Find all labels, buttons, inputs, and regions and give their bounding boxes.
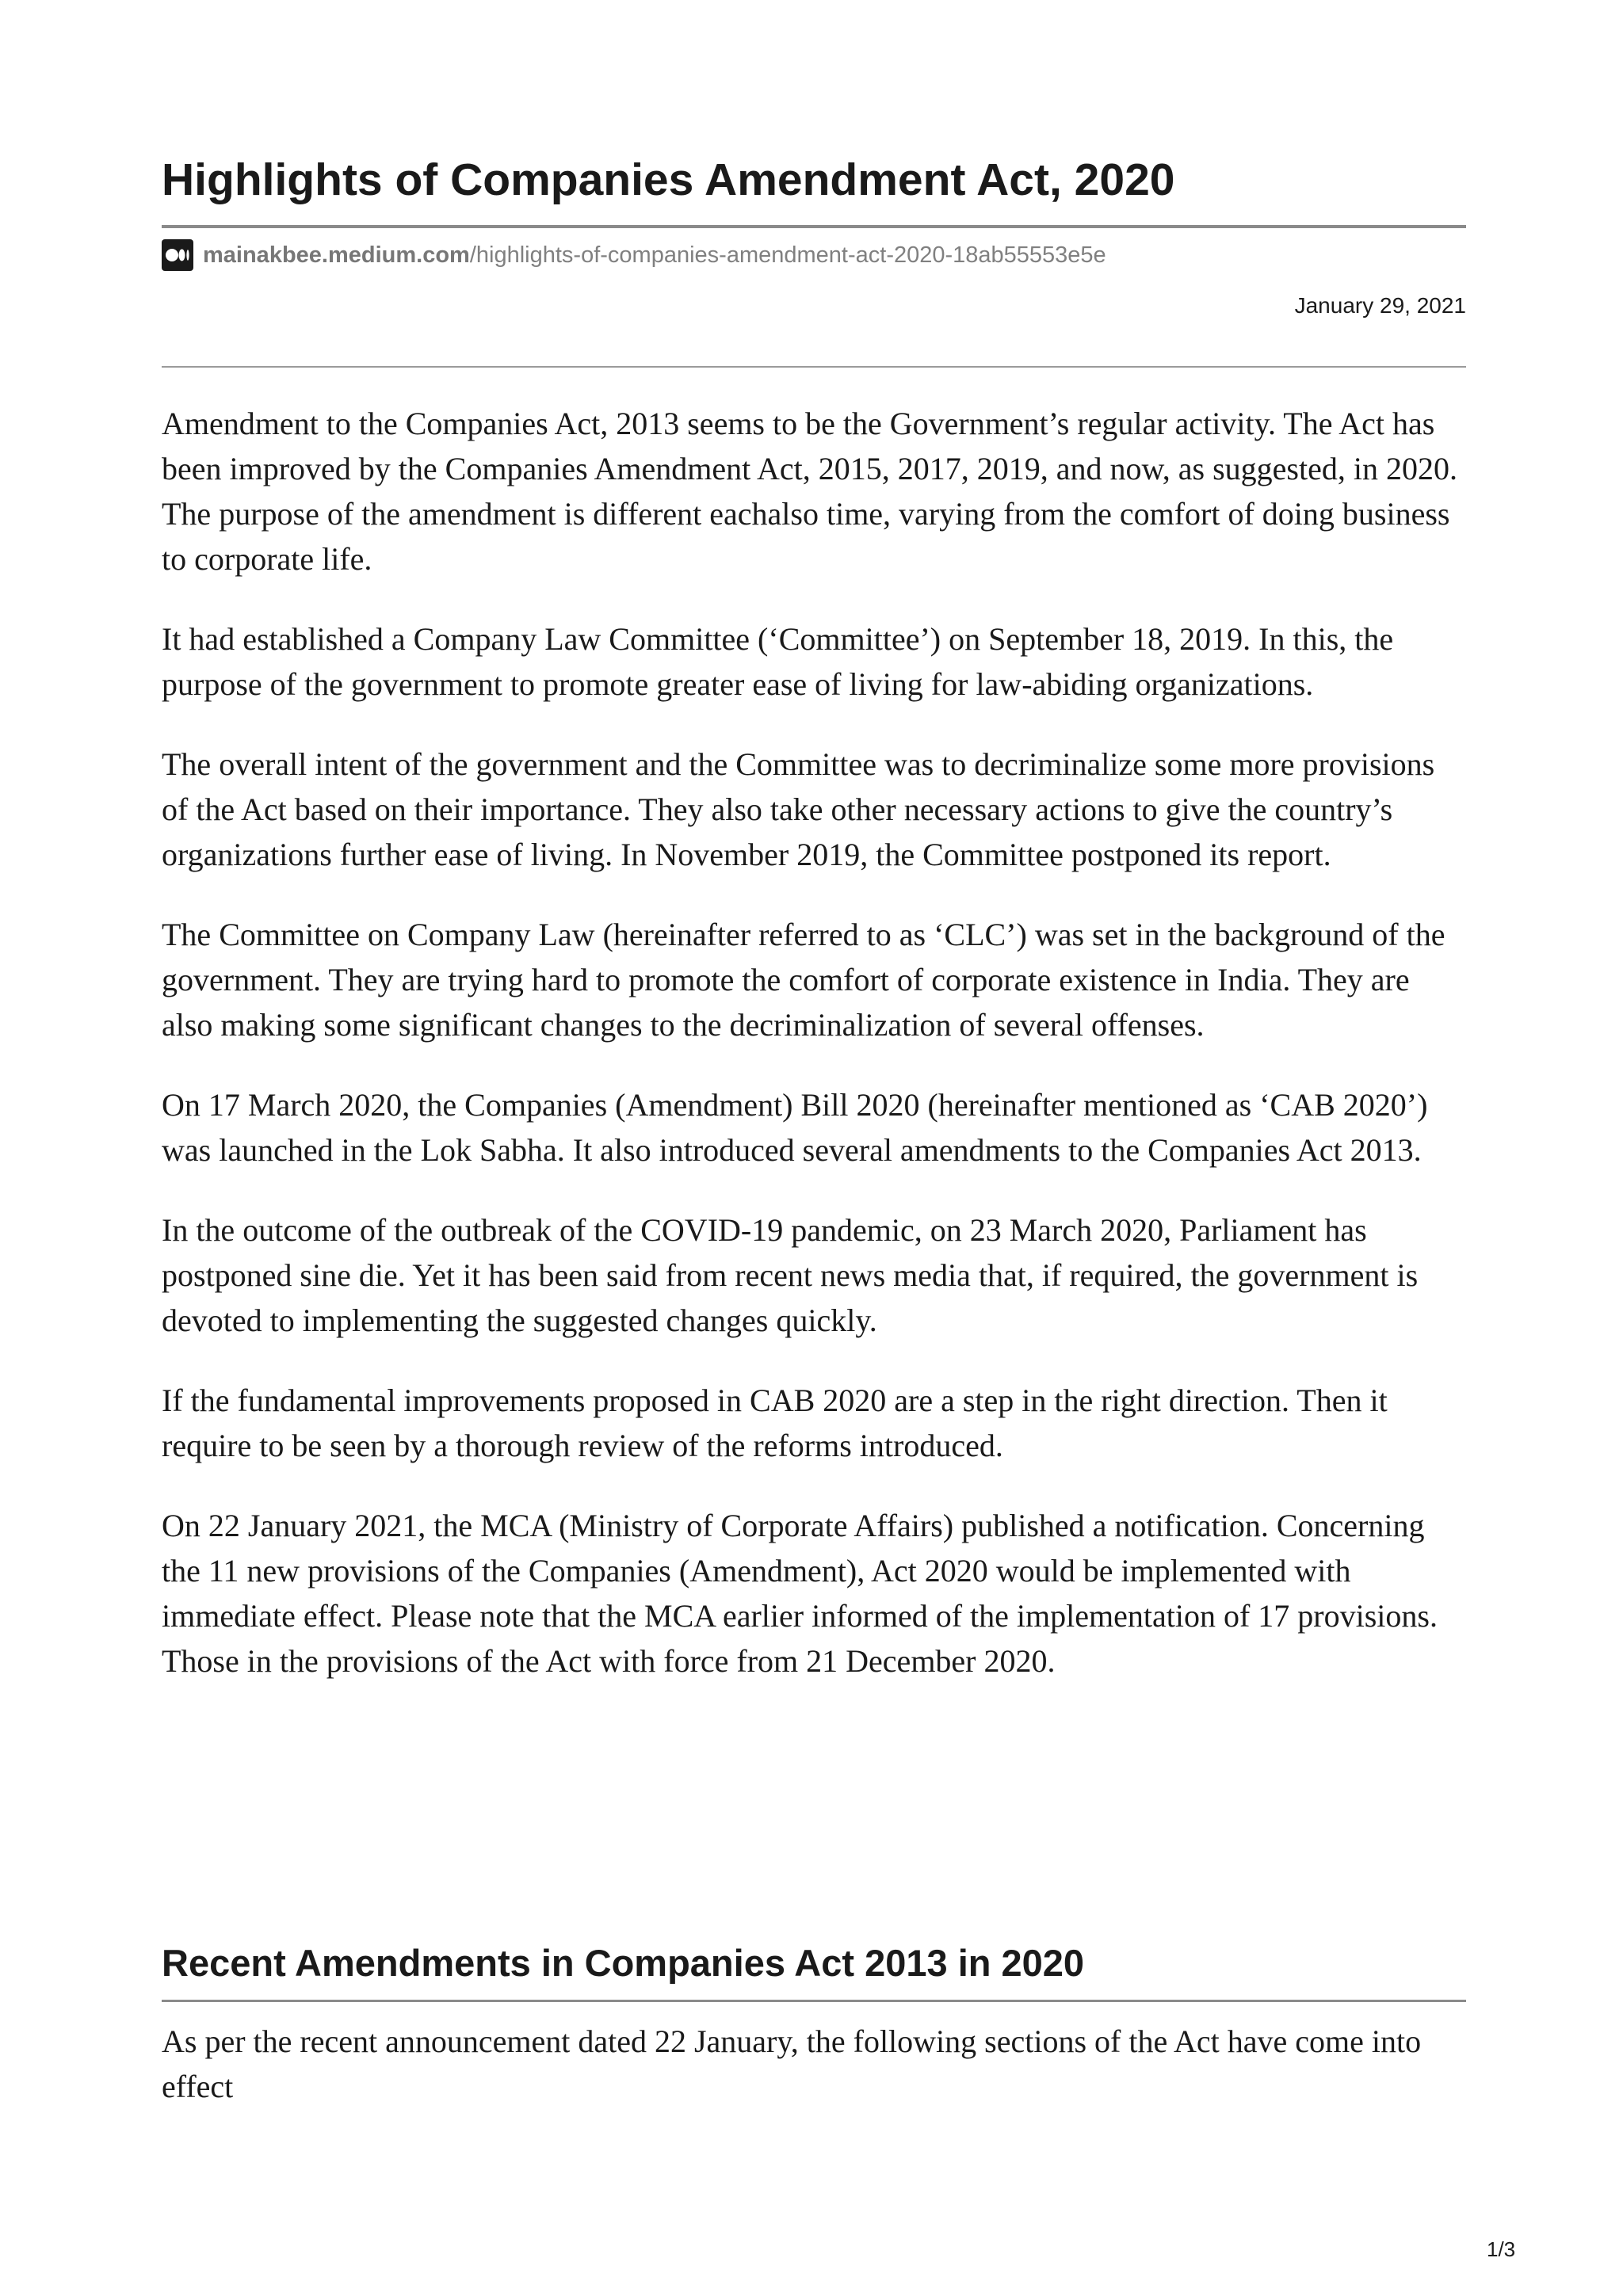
article-title: Highlights of Companies Amendment Act, 2020 xyxy=(162,154,1175,205)
source-link[interactable] xyxy=(162,239,1106,271)
paragraph: If the fundamental improvements proposed in CAB 2020 are a step in the right direction. Then it require to be seen by a thorough review of the reforms introduced. xyxy=(162,1383,1388,1463)
paragraph: The Committee on Company Law (hereinafter referred to as ‘CLC’) was set in the background of the government. They are trying hard to promote the comfort of corporate existence in India. They are also making some significant changes to the decriminalization of several offenses. xyxy=(162,917,1445,1043)
section-heading: Recent Amendments in Companies Act 2013 in 2020 xyxy=(162,1942,1085,1984)
medium-icon xyxy=(162,239,193,271)
title-divider xyxy=(162,225,1466,228)
publish-date: January 29, 2021 xyxy=(1294,293,1466,318)
source-domain: mainakbee.medium.com xyxy=(203,242,470,268)
paragraph: The overall intent of the government and the Committee was to decriminalize some more provisions of the Act based on their importance. They also take other necessary actions to give the country’s organizations further ease of living. In November 2019, the Committee postponed its report. xyxy=(162,746,1435,872)
section-divider xyxy=(162,2000,1466,2002)
paragraph: Amendment to the Companies Act, 2013 seems to be the Government’s regular activity. The Act has been improved by the Companies Amendment Act, 2015, 2017, 2019, and now, as suggested, in 2020. The purpose of the amendment is different eachalso time, varying from the comfort of doing business to corporate life. xyxy=(162,406,1457,577)
paragraph: In the outcome of the outbreak of the COVID-19 pandemic, on 23 March 2020, Parliament has postponed sine die. Yet it has been said from recent news media that, if required, the government is devoted to implementing the suggested changes quickly. xyxy=(162,1212,1419,1338)
source-path: /highlights-of-companies-amendment-act-2020-18ab55553e5e xyxy=(469,242,1106,268)
header-divider xyxy=(162,366,1466,368)
section-paragraph: As per the recent announcement dated 22 January, the following sections of the Act have come into effect xyxy=(162,2023,1422,2104)
article-body xyxy=(162,401,1466,1718)
paragraph: On 17 March 2020, the Companies (Amendment) Bill 2020 (hereinafter mentioned as ‘CAB 2020’) was launched in the Lok Sabha. It also introduced several amendments to the Companies Act 2013. xyxy=(162,1087,1428,1168)
page-number: 1/3 xyxy=(1487,2237,1516,2261)
paragraph: It had established a Company Law Committee (‘Committee’) on September 18, 2019. In this, the purpose of the government to promote greater ease of living for law-abiding organizations. xyxy=(162,621,1394,702)
paragraph: On 22 January 2021, the MCA (Ministry of Corporate Affairs) published a notification. Concerning the 11 new provisions of the Companies (Amendment), Act 2020 would be implemented with immediate effect. Please note that the MCA earlier informed of the implementation of 17 provisions. Those in the provisions of the Act with force from 21 December 2020. xyxy=(162,1508,1438,1679)
